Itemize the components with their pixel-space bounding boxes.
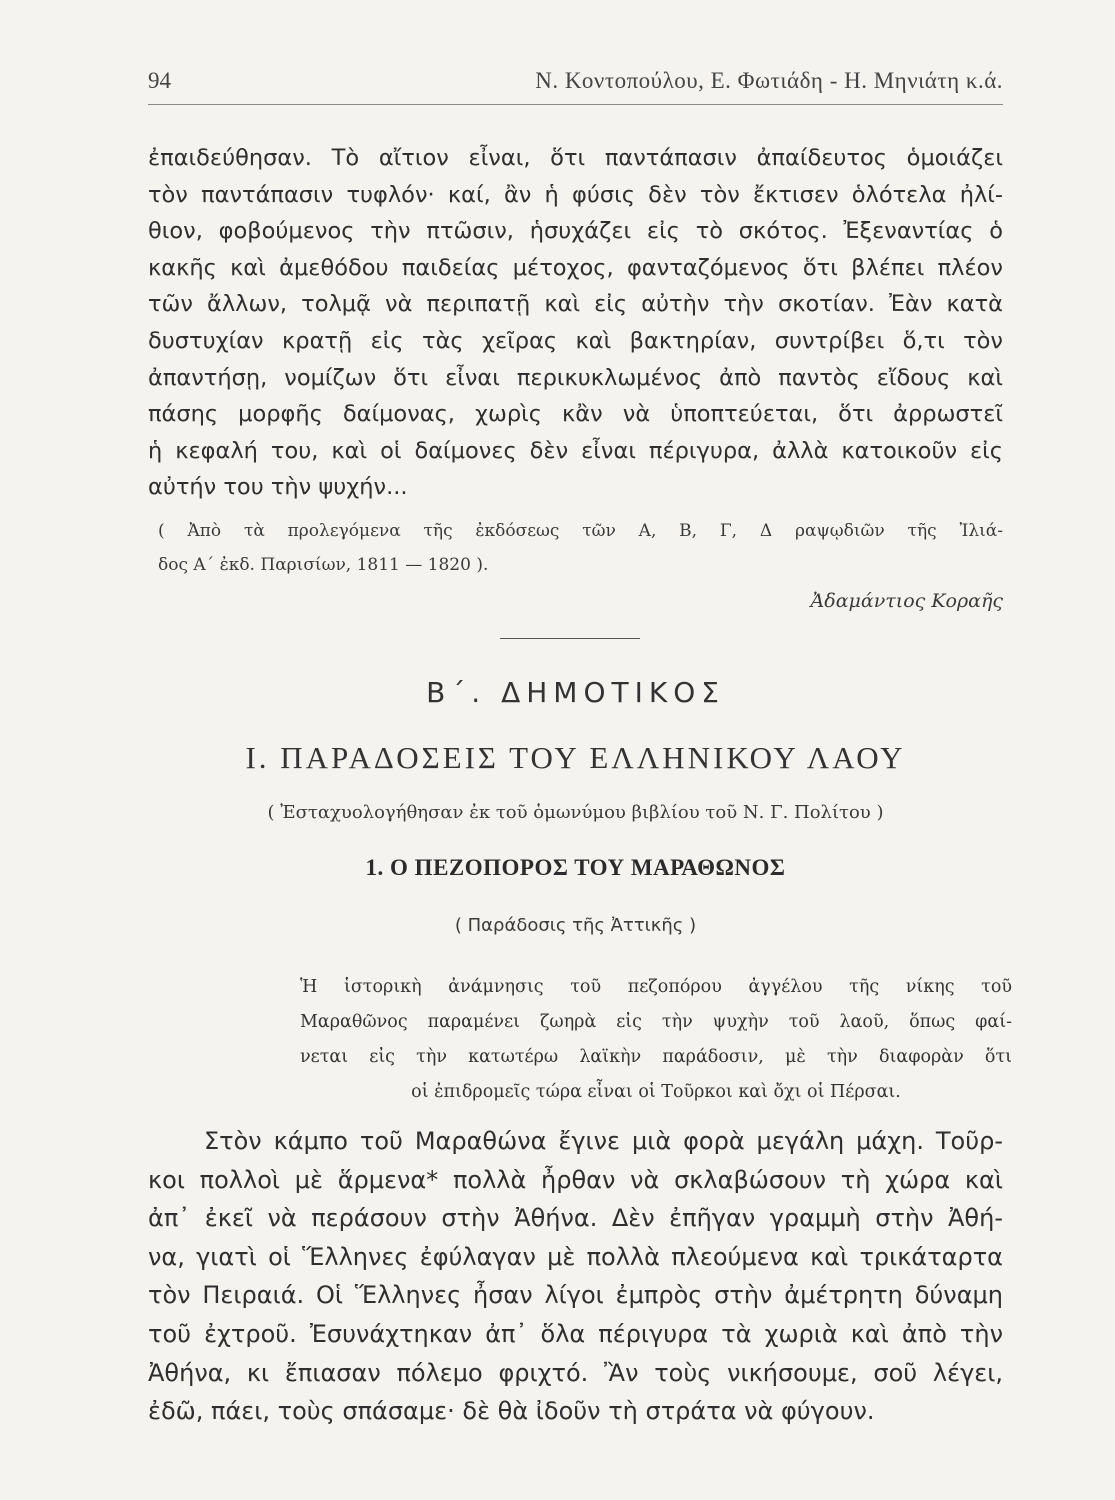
story-line: να, γιατὶ οἱ Ἕλληνες ἐφύλαγαν μὲ πολλὰ πλεούμενα καὶ τρικάταρτα — [148, 1242, 1003, 1271]
section-divider — [500, 638, 640, 639]
story-origin: ( Παράδοσις τῆς Ἀττικῆς ) — [454, 915, 697, 936]
intro-line: Μαραθῶνος παραμένει ζωηρὰ εἰς τὴν ψυχὴν τοῦ λαοῦ, ὅπως φαί- — [300, 1012, 1012, 1032]
citation-line: ( Ἀπὸ τὰ προλεγόμενα τῆς ἐκδόσεως τῶν Α, Β, Γ, Δ ραψῳδιῶν τῆς Ἰλιά- — [158, 521, 1003, 541]
text-line: δυστυχίαν κρατῇ εἰς τὰς χεῖρας καὶ βακτηρίαν, συντρίβει ὅ,τι τὸν — [148, 327, 1003, 354]
intro-line: οἱ ἐπιδρομεῖς τώρα εἶναι οἱ Τοῦρκοι καὶ ὄχι οἱ Πέρσαι. — [411, 1082, 901, 1102]
source-citation — [158, 514, 1003, 582]
header-rule — [148, 104, 1003, 105]
page-number: 94 — [148, 68, 171, 93]
story-line: ἀπ᾿ ἐκεῖ νὰ περάσουν στὴν Ἀθήνα. Δὲν ἐπῆγαν γραμμὴ στὴν Ἀθή- — [148, 1204, 1003, 1233]
story-introduction — [300, 970, 1012, 1110]
chapter-title: Ι. ΠΑΡΑΔΟΣΕΙΣ ΤΟΥ ΕΛΛΗΝΙΚΟΥ ΛΑΟΥ — [245, 740, 906, 775]
intro-line: Ἡ ἱστορικὴ ἀνάμνησις τοῦ πεζοπόρου ἀγγέλου τῆς νίκης τοῦ — [300, 977, 1012, 997]
running-head: Ν. Κοντοπούλου, Ε. Φωτιάδη - Η. Μηνιάτη κ.ά. — [535, 68, 1003, 93]
collected-from-note: ( Ἐσταχυολογήθησαν ἐκ τοῦ ὁμωνύμου βιβλίου τοῦ Ν. Γ. Πολίτου ) — [267, 802, 884, 823]
author-signature: Ἀδαμάντιος Κοραῆς — [810, 590, 1003, 612]
story-line: κοι πολλοὶ μὲ ἅρμενα* πολλὰ ἦρθαν νὰ σκλαβώσουν τὴ χώρα καὶ — [148, 1165, 1003, 1194]
intro-line: νεται εἰς τὴν κατωτέρω λαϊκὴν παράδοσιν, μὲ τὴν διαφορὰν ὅτι — [300, 1047, 1012, 1067]
text-line: ἡ κεφαλή του, καὶ οἱ δαίμονες δὲν εἶναι πέριγυρα, ἀλλὰ κατοικοῦν εἰς — [148, 437, 1003, 464]
page-header — [148, 68, 1003, 100]
citation-line: δος Α΄ ἐκδ. Παρισίων, 1811 — 1820 ). — [158, 555, 489, 575]
story-line: ἐδῶ, πάει, τοὺς σπάσαμε· δὲ θὰ ἰδοῦν τὴ στράτα νὰ φύγουν. — [148, 1397, 875, 1426]
text-line: τὸν παντάπασιν τυφλόν· καί, ἂν ἡ φύσις δὲν τὸν ἔκτισεν ὁλότελα ἠλί- — [148, 181, 1003, 208]
text-line: κακῆς καὶ ἀμεθόδου παιδείας μέτοχος, φανταζόμενος ὅτι βλέπει πλέον — [148, 254, 1003, 281]
text-line: αὐτήν του τὴν ψυχήν... — [148, 474, 408, 501]
story-line: τὸν Πειραιά. Οἱ Ἕλληνες ἦσαν λίγοι ἐμπρὸς στὴν ἀμέτρητη δύναμη — [148, 1281, 1003, 1310]
story-line: Ἀθήνα, κι ἔπιασαν πόλεμο φριχτό. Ἂν τοὺς νικήσουμε, σοῦ λέγει, — [148, 1358, 1003, 1387]
text-line: πάσης μορφῆς δαίμονας, χωρὶς κἂν νὰ ὑποπτεύεται, ὅτι ἀρρωστεῖ — [148, 401, 1003, 428]
text-line: θιον, φοβούμενος τὴν πτῶσιν, ἡσυχάζει εἰς τὸ σκότος. Ἐξεναντίας ὁ — [148, 218, 1003, 245]
story-line: Στὸν κάμπο τοῦ Μαραθώνα ἔγινε μιὰ φορὰ μεγάλη μάχη. Τοῦρ- — [204, 1127, 1003, 1155]
story-title: 1. Ο ΠΕΖΟΠΟΡΟΣ ΤΟΥ ΜΑΡΑΘΩΝΟΣ — [365, 855, 786, 880]
story-line: τοῦ ἐχτροῦ. Ἐσυνάχτηκαν ἀπ᾿ ὅλα πέριγυρα τὰ χωριὰ καὶ ἀπὸ τὴν — [148, 1319, 1003, 1348]
paragraph-korais-excerpt — [148, 140, 1003, 506]
section-title: Β΄. ΔΗΜΟΤΙΚΟΣ — [426, 676, 725, 709]
text-line: ἀπαντήσῃ, νομίζων ὅτι εἶναι περικυκλωμένος ἀπὸ παντὸς εἴδους καὶ — [148, 364, 1003, 391]
story-text — [148, 1122, 1003, 1431]
text-line: τῶν ἄλλων, τολμᾷ νὰ περιπατῇ καὶ εἰς αὐτὴν τὴν σκοτίαν. Ἐὰν κατὰ — [148, 291, 1003, 318]
text-line: ἐπαιδεύθησαν. Τὸ αἴτιον εἶναι, ὅτι παντάπασιν ἀπαίδευτος ὁμοιάζει — [148, 145, 1003, 171]
